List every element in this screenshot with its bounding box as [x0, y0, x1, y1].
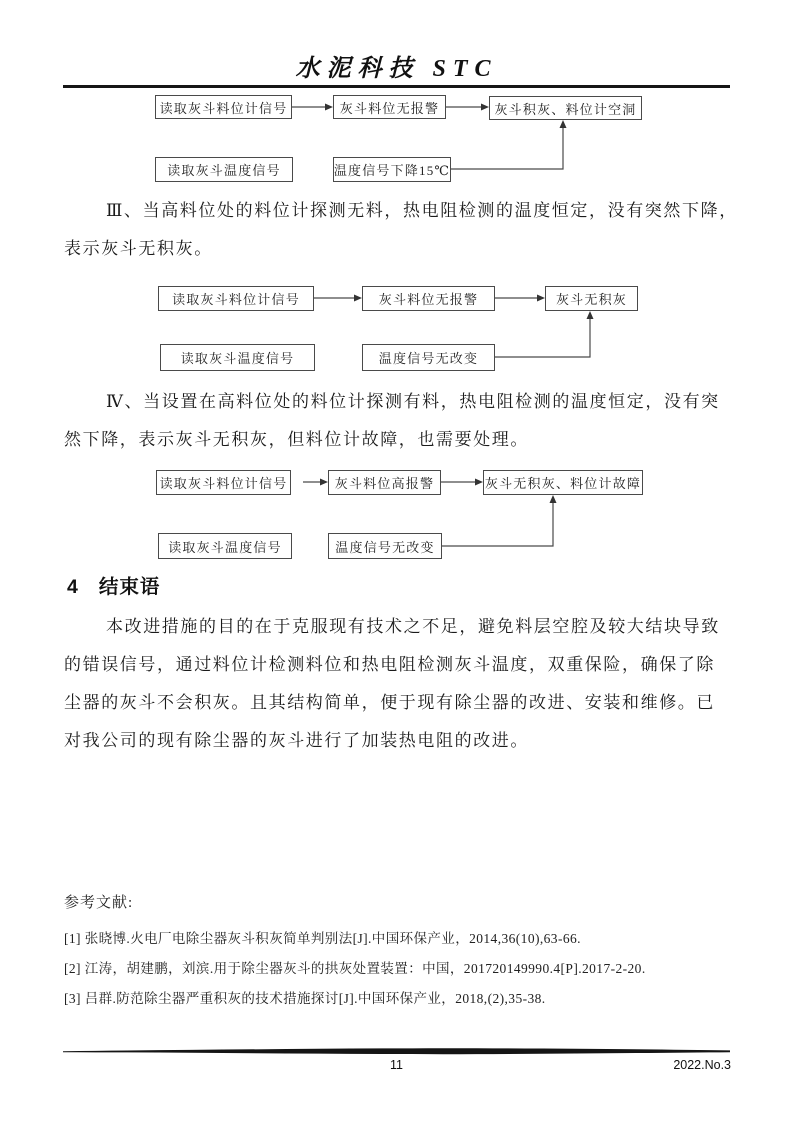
paragraph-line: 的错误信号，通过料位计检测料位和热电阻检测灰斗温度，双重保险，确保了除 [64, 655, 715, 674]
footer-divider [63, 1046, 730, 1058]
paragraph-line: Ⅳ、当设置在高料位处的料位计探测有料，热电阻检测的温度恒定，没有突 [106, 392, 720, 411]
flow-box: 读取灰斗料位计信号 [158, 286, 314, 311]
flowchart-hopper-ash-detected [0, 90, 793, 190]
references-section [64, 891, 732, 1014]
section-heading [67, 571, 160, 599]
flow-box: 温度信号无改变 [362, 344, 495, 371]
flow-box: 灰斗无积灰、料位计故障 [483, 470, 643, 495]
flow-box: 温度信号下降15℃ [333, 157, 451, 182]
paragraph-line: 对我公司的现有除尘器的灰斗进行了加装热电阻的改进。 [64, 731, 529, 750]
reference-item: [2] 江涛，胡建鹏，刘滨.用于除尘器灰斗的拱灰处置装置：中国，201720149990.4[P].2017-2-20. [64, 961, 646, 976]
flow-box: 读取灰斗料位计信号 [156, 470, 291, 495]
flowchart-gauge-fault [0, 463, 793, 565]
issue-number: 2022.No.3 [673, 1058, 731, 1072]
references-label: 参考文献: [64, 895, 134, 911]
section-number: 4 [67, 576, 79, 598]
flow-box: 灰斗料位高报警 [328, 470, 441, 495]
paragraph-line: 然下降，表示灰斗无积灰，但料位计故障，也需要处理。 [64, 430, 529, 449]
paragraph-line: Ⅲ、当高料位处的料位计探测无料，热电阻检测的温度恒定，没有突然下降， [106, 201, 738, 220]
flow-box: 读取灰斗温度信号 [155, 157, 293, 182]
paragraph-line: 表示灰斗无积灰。 [64, 239, 213, 258]
paragraph-line: 本改进措施的目的在于克服现有技术之不足，避免料层空腔及较大结块导致 [106, 617, 720, 636]
flow-box: 灰斗无积灰 [545, 286, 638, 311]
flowchart-no-ash [0, 280, 793, 380]
journal-title: 水泥科技 STC [295, 56, 498, 82]
page-number: 11 [390, 1058, 403, 1072]
flow-box: 读取灰斗温度信号 [158, 533, 292, 559]
paragraph-item-4 [64, 383, 732, 459]
flow-box: 读取灰斗温度信号 [160, 344, 315, 371]
flow-box: 读取灰斗料位计信号 [155, 95, 292, 119]
flow-box: 灰斗料位无报警 [333, 95, 446, 119]
paragraph-item-3 [64, 192, 738, 268]
section-title: 结束语 [98, 576, 161, 598]
flow-box: 灰斗积灰、料位计空洞 [489, 96, 642, 120]
paragraph-line: 尘器的灰斗不会积灰。且其结构简单，便于现有除尘器的改进、安装和维修。已 [64, 693, 715, 712]
conclusion-paragraph [64, 608, 732, 760]
header-divider [63, 85, 730, 88]
reference-item: [1] 张晓博.火电厂电除尘器灰斗积灰简单判别法[J].中国环保产业，2014,36(10),63-66. [64, 931, 581, 946]
flow-box: 灰斗料位无报警 [362, 286, 495, 311]
reference-item: [3] 吕群.防范除尘器严重积灰的技术措施探讨[J].中国环保产业，2018,(2),35-38. [64, 991, 546, 1006]
flow-box: 温度信号无改变 [328, 533, 442, 559]
